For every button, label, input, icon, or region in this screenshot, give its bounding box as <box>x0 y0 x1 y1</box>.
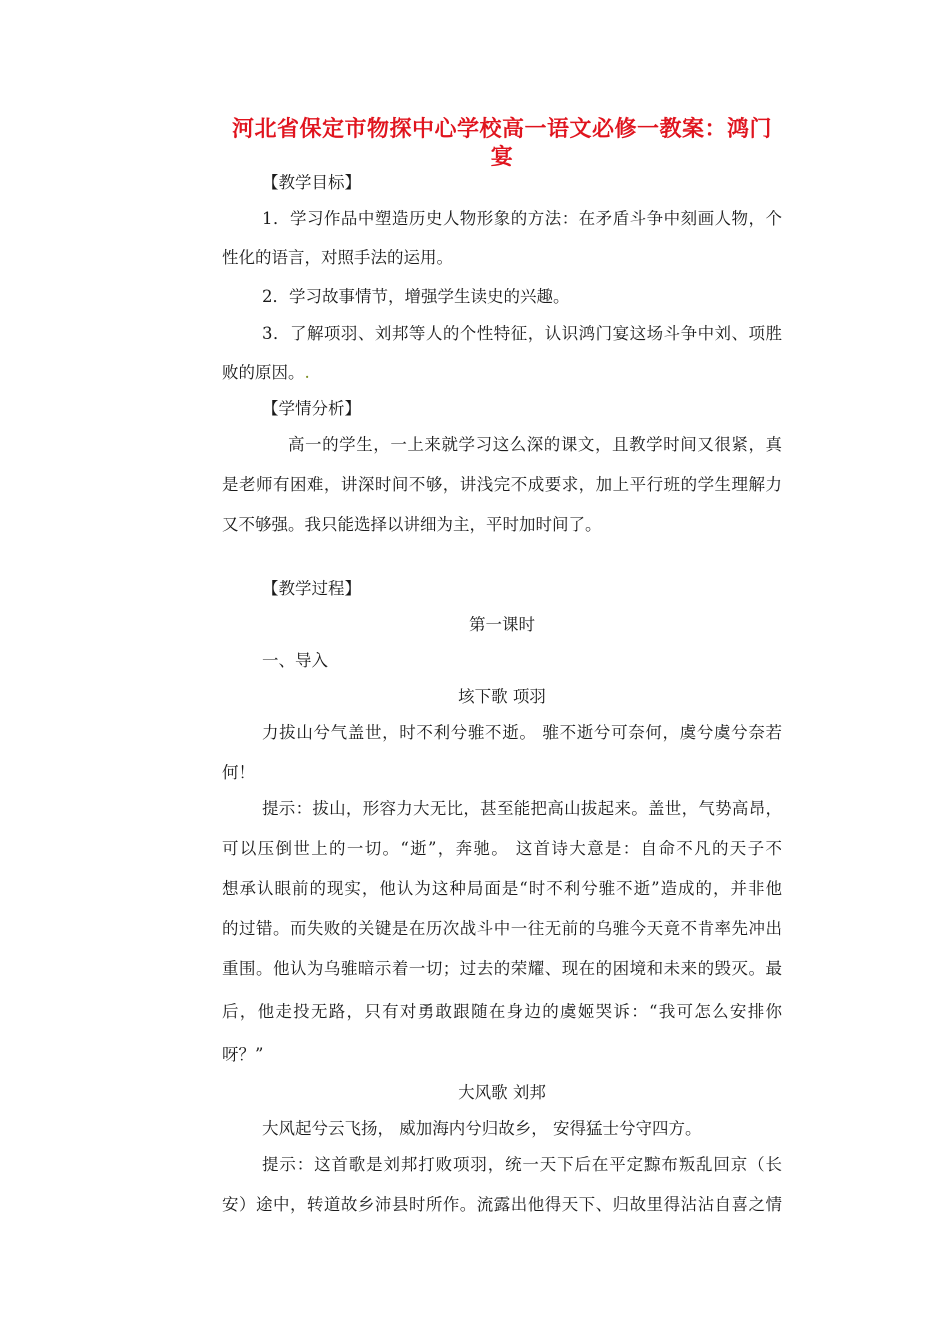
document-title <box>222 116 782 172</box>
poem-2-title: 大风歌 刘邦 <box>458 1083 546 1102</box>
heading-teaching-process: 【教学过程】 <box>262 579 361 598</box>
heading-teaching-goals: 【教学目标】 <box>262 173 361 192</box>
hint-1-line-f: 后，他走投无路，只有对勇敢跟随在身边的虞姬哭诉：“我可怎么安排你 <box>222 1002 782 1021</box>
heading-student-analysis: 【学情分析】 <box>262 399 361 418</box>
hint-1-line-b: 可以压倒世上的一切。“逝”，奔驰。 这首诗大意是：自命不凡的天子不 <box>222 839 782 858</box>
analysis-line-b: 是老师有困难，讲深时间不够，讲浅完不成要求，加上平行班的学生理解力 <box>222 475 782 494</box>
goal-2: 2．学习故事情节，增强学生读史的兴趣。 <box>262 287 570 306</box>
hint-1-line-c: 想承认眼前的现实，他认为这种局面是“时不利兮骓不逝”造成的，并非他 <box>222 879 782 898</box>
poem-1-line-a: 力拔山兮气盖世，时不利兮骓不逝。 骓不逝兮可奈何，虞兮虞兮奈若 <box>262 723 782 742</box>
hint-1-line-e: 重围。他认为乌骓暗示着一切；过去的荣耀、现在的困境和未来的毁灭。最 <box>222 959 782 978</box>
title-line-1: 河北省保定市物探中心学校高一语文必修一教案：鸿门 <box>231 117 772 142</box>
goal-1-line-a: 1．学习作品中塑造历史人物形象的方法：在矛盾斗争中刻画人物，个 <box>262 209 782 228</box>
goal-1-line-b: 性化的语言，对照手法的运用。 <box>222 248 453 267</box>
goal-3-line-a: 3．了解项羽、刘邦等人的个性特征，认识鸿门宴这场斗争中刘、项胜 <box>262 324 782 343</box>
analysis-line-c: 又不够强。我只能选择以讲细为主，平时加时间了。 <box>222 515 602 534</box>
title-line-2: 宴 <box>490 145 514 170</box>
goal-3-line-b <box>222 362 782 384</box>
hint-2-line-a: 提示：这首歌是刘邦打败项羽，统一天下后在平定黥布叛乱回京（长 <box>262 1155 782 1174</box>
hint-2-line-b: 安）途中，转道故乡沛县时所作。流露出他得天下、归故里得沾沾自喜之情 <box>222 1195 782 1214</box>
stray-dot-mark: . <box>304 363 310 382</box>
analysis-line-a: 高一的学生，一上来就学习这么深的课文，且教学时间又很紧，真 <box>288 435 782 454</box>
poem-1-line-b: 何！ <box>222 763 255 782</box>
goal-3-text: 败的原因。 <box>222 363 305 382</box>
lesson-title: 第一课时 <box>469 615 535 634</box>
poem-2-line: 大风起兮云飞扬， 威加海内兮归故乡， 安得猛士兮守四方。 <box>262 1119 702 1138</box>
hint-1-line-d: 的过错。而失败的关键是在历次战斗中一往无前的乌骓今天竟不肯率先冲出 <box>222 919 782 938</box>
section-introduction: 一、导入 <box>262 651 328 670</box>
hint-1-line-g: 呀？” <box>222 1045 264 1064</box>
poem-1-title: 垓下歌 项羽 <box>458 687 546 706</box>
hint-1-line-a: 提示：拔山，形容力大无比，甚至能把高山拔起来。盖世，气势高昂， <box>262 799 782 818</box>
